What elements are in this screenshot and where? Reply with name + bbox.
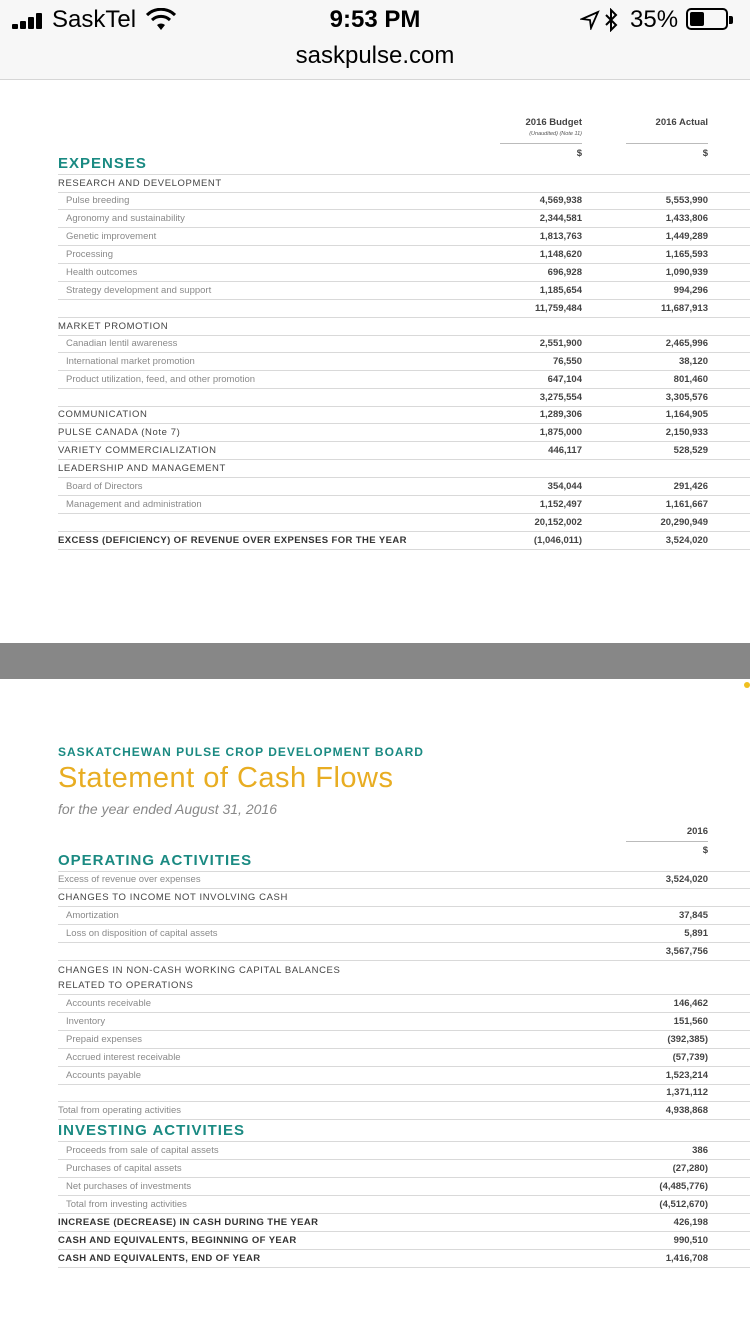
table-row [58,1196,750,1214]
table-row [58,424,750,442]
budget-value: 2,551,900 [539,338,582,349]
row-label: International market promotion [66,356,195,367]
table-row [58,871,750,889]
actual-value: 1,161,667 [665,499,708,510]
budget-value: 696,928 [547,267,582,278]
actual-value: 3,305,576 [665,392,708,403]
row-label: Canadian lentil awareness [66,338,178,349]
budget-currency: $ [576,148,582,159]
table-row [58,210,750,228]
amount-value: (392,385) [667,1034,708,1045]
row-label: PULSE CANADA (Note 7) [58,427,181,438]
budget-value: 1,875,000 [539,427,582,438]
table-row [58,460,750,478]
amount-value: 151,560 [673,1016,708,1027]
table-row [58,1232,750,1250]
row-label: Agronomy and sustainability [66,213,185,224]
amount-value: (4,512,670) [659,1199,708,1210]
budget-value: 1,813,763 [539,231,582,242]
actual-value: 1,433,806 [665,213,708,224]
budget-value: 1,152,497 [539,499,582,510]
budget-value: 1,289,306 [539,409,582,420]
actual-value: 994,296 [673,285,708,296]
row-label: Proceeds from sale of capital assets [66,1145,219,1156]
amount-value: 3,567,756 [665,946,708,957]
amount-value: 5,891 [684,928,708,939]
table-row [58,282,750,300]
table-row [58,1160,750,1178]
table-row [58,335,750,353]
table-row [58,496,750,514]
divider [626,841,708,842]
budget-value: 446,117 [548,445,582,456]
table-row [58,300,750,318]
row-label: Health outcomes [66,267,138,278]
budget-value: 20,152,002 [534,517,582,528]
table-row [58,1031,750,1049]
table-row [58,907,750,925]
table-row [58,1142,750,1160]
row-label: Total from investing activities [66,1199,187,1210]
working-capital-label-1: CHANGES IN NON-CASH WORKING CAPITAL BALANCES [58,965,341,976]
actual-value: 5,553,990 [665,195,708,206]
row-label: CASH AND EQUIVALENTS, BEGINNING OF YEAR [58,1235,297,1246]
table-row [58,371,750,389]
table-row [58,1013,750,1031]
table-row [58,318,750,336]
budget-value: 76,550 [552,356,582,367]
amount-value: (4,485,776) [659,1181,708,1192]
row-label: Amortization [66,910,119,921]
table-row [58,406,750,424]
budget-column-header: 2016 Budget [525,117,582,128]
table-row [58,1067,750,1085]
budget-value: 647,104 [547,374,582,385]
battery-percentage: 35% [630,6,679,33]
investing-activities-heading: INVESTING ACTIVITIES [58,1122,245,1139]
organization-name: SASKATCHEWAN PULSE CROP DEVELOPMENT BOARD [58,745,424,759]
row-label: Pulse breeding [66,195,130,206]
battery-icon [686,8,728,30]
actual-value: 1,090,939 [665,267,708,278]
row-label: Loss on disposition of capital assets [66,928,218,939]
row-label: Accrued interest receivable [66,1052,181,1063]
row-label: Management and administration [66,499,202,510]
budget-value: 3,275,554 [539,392,582,403]
actual-currency: $ [702,148,708,159]
actual-value: 38,120 [678,356,708,367]
clock: 9:53 PM [329,6,421,33]
row-label: Inventory [66,1016,106,1027]
budget-value: (1,046,011) [533,535,582,546]
row-label: CHANGES TO INCOME NOT INVOLVING CASH [58,892,288,903]
table-row [58,1102,750,1120]
amount-value: 1,371,112 [666,1087,708,1098]
actual-value: 1,164,905 [665,409,708,420]
actual-value: 801,460 [673,374,708,385]
actual-value: 1,449,289 [665,231,708,242]
row-label: Product utilization, feed, and other promotion [66,374,256,385]
page-separator [0,643,750,679]
divider [626,143,708,144]
table-row [58,514,750,532]
amount-value: 990,510 [673,1235,708,1246]
year-column-header: 2016 [686,826,708,837]
table-row [58,175,750,193]
budget-value: 11,759,484 [534,303,582,314]
row-label: Total from operating activities [58,1105,182,1116]
row-label: Net purchases of investments [66,1181,192,1192]
page-title: Statement of Cash Flows [58,762,394,794]
divider [500,143,582,144]
row-label: Accounts receivable [66,998,152,1009]
amount-value: 4,938,868 [665,1105,708,1116]
table-row [58,442,750,460]
table-row [58,228,750,246]
row-label: CASH AND EQUIVALENTS, END OF YEAR [58,1253,261,1264]
amount-value: 1,416,708 [665,1253,708,1264]
browser-status-bar [0,0,750,80]
table-row [58,1250,750,1268]
actual-value: 11,687,913 [660,303,708,314]
row-label: LEADERSHIP AND MANAGEMENT [58,463,226,474]
budget-value: 2,344,581 [539,213,582,224]
scroll-indicator [744,682,750,688]
budget-value: 4,569,938 [539,195,582,206]
budget-value: 1,185,654 [539,285,582,296]
row-label: Accounts payable [66,1070,141,1081]
expenses-heading: EXPENSES [58,155,147,172]
table-row [58,943,750,961]
row-label: COMMUNICATION [58,409,148,420]
table-row [58,532,750,550]
actual-column-header: 2016 Actual [655,117,708,128]
table-row [58,353,750,371]
location-arrow-icon [580,10,600,30]
row-label: Excess of revenue over expenses [58,874,201,885]
table-row [58,1214,750,1232]
budget-value: 1,148,620 [539,249,582,260]
row-label: Purchases of capital assets [66,1163,182,1174]
table-row [58,925,750,943]
table-row [58,1084,750,1102]
amount-value: 146,462 [673,998,708,1009]
table-row [58,264,750,282]
carrier-name: SaskTel [52,6,137,33]
row-label: INCREASE (DECREASE) IN CASH DURING THE YEAR [58,1217,319,1228]
table-row [58,192,750,210]
actual-value: 3,524,020 [665,535,708,546]
amount-value: 426,198 [673,1217,708,1228]
row-label: Processing [66,249,113,260]
budget-value: 354,044 [547,481,582,492]
actual-value: 20,290,949 [660,517,708,528]
row-label: Genetic improvement [66,231,157,242]
row-label: Strategy development and support [66,285,212,296]
working-capital-heading-line-2 [58,977,750,995]
page-subtitle: for the year ended August 31, 2016 [58,801,277,817]
amount-value: 386 [692,1145,708,1156]
bluetooth-icon [603,8,619,32]
table-row [58,889,750,907]
table-row [58,478,750,496]
row-label: EXCESS (DEFICIENCY) OF REVENUE OVER EXPENSES FOR THE YEAR [58,535,407,546]
row-label: VARIETY COMMERCIALIZATION [58,445,217,456]
row-label: Board of Directors [66,481,143,492]
address-bar-url[interactable]: saskpulse.com [295,42,455,69]
table-row [58,1178,750,1196]
row-label: MARKET PROMOTION [58,321,169,332]
amount-value: (27,280) [672,1163,708,1174]
row-label: RESEARCH AND DEVELOPMENT [58,178,222,189]
table-row [58,389,750,407]
table-row [58,246,750,264]
actual-value: 2,465,996 [665,338,708,349]
actual-value: 2,150,933 [665,427,708,438]
table-row [58,1049,750,1067]
actual-value: 1,165,593 [665,249,708,260]
working-capital-label-2: RELATED TO OPERATIONS [58,980,194,991]
actual-value: 528,529 [673,445,708,456]
table-row [58,995,750,1013]
year-currency: $ [702,845,708,856]
actual-value: 291,426 [673,481,708,492]
operating-activities-heading: OPERATING ACTIVITIES [58,852,253,869]
amount-value: 37,845 [678,910,708,921]
amount-value: 1,523,214 [665,1070,708,1081]
row-label: Prepaid expenses [66,1034,143,1045]
amount-value: 3,524,020 [665,874,708,885]
amount-value: (57,739) [672,1052,708,1063]
budget-column-note: (Unaudited) (Note 11) [529,131,582,137]
